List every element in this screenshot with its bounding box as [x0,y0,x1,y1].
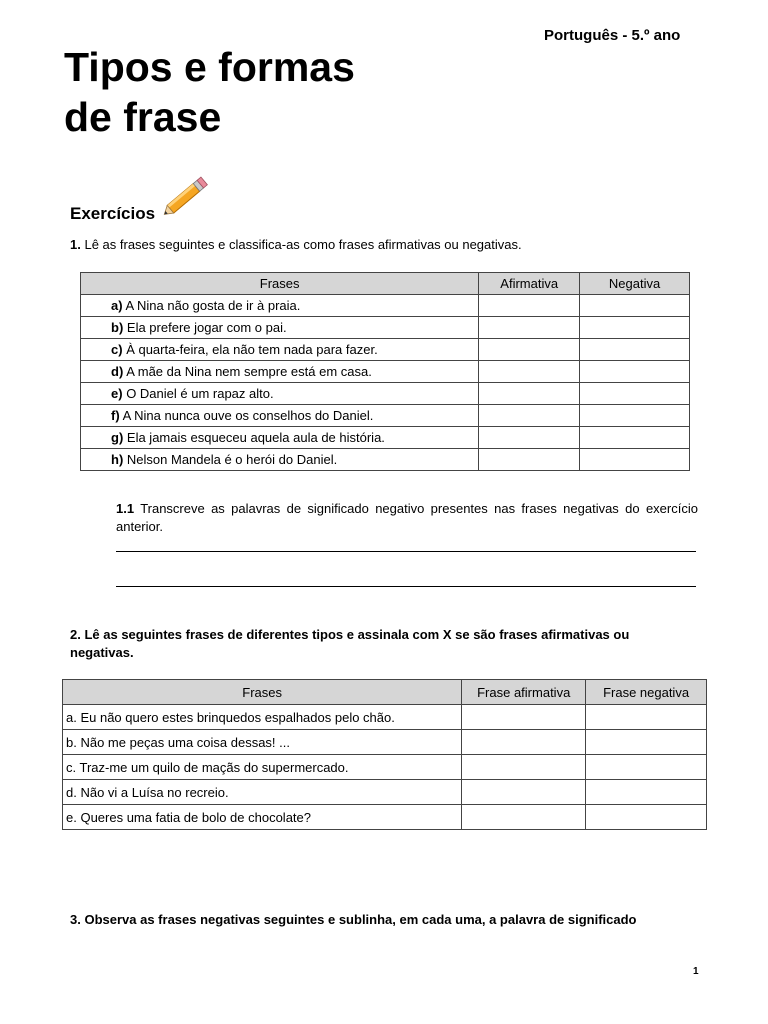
answer-cell[interactable] [580,427,690,449]
column-header-frases: Frases [81,273,479,295]
title-line-1: Tipos e formas [64,44,355,90]
column-header-frases: Frases [63,680,462,705]
pencil-icon [158,172,212,222]
table-row: b. Não me peças uma coisa dessas! ... [63,730,707,755]
table-row: c. Traz-me um quilo de maçãs do supermercado. [63,755,707,780]
column-header-afirmativa: Afirmativa [479,273,580,295]
answer-cell[interactable] [462,755,586,780]
table-row: g) Ela jamais esqueceu aquela aula de história. [81,427,690,449]
answer-cell[interactable] [462,780,586,805]
answer-line-1[interactable] [116,551,696,552]
answer-cell[interactable] [586,755,707,780]
table-row: d) A mãe da Nina nem sempre está em casa. [81,361,690,383]
answer-cell[interactable] [479,383,580,405]
answer-cell[interactable] [462,730,586,755]
table-row: e) O Daniel é um rapaz alto. [81,383,690,405]
table-row: d. Não vi a Luísa no recreio. [63,780,707,805]
answer-cell[interactable] [586,730,707,755]
table-row: a. Eu não quero estes brinquedos espalhados pelo chão. [63,705,707,730]
answer-cell[interactable] [586,780,707,805]
question-1-table [80,272,690,471]
answer-cell[interactable] [580,295,690,317]
question-1-1-prompt: 1.1 Transcreve as palavras de significado negativo presentes nas frases negativas do exercício anterior. [116,501,698,534]
answer-cell[interactable] [462,705,586,730]
column-header-frase-negativa: Frase negativa [586,680,707,705]
answer-cell[interactable] [580,317,690,339]
answer-cell[interactable] [479,449,580,471]
answer-cell[interactable] [586,705,707,730]
answer-cell[interactable] [580,405,690,427]
subject-label: Português - 5.º ano [544,27,681,44]
column-header-negativa: Negativa [580,273,690,295]
table-row: e. Queres uma fatia de bolo de chocolate? [63,805,707,830]
title-line-2: de frase [64,94,222,140]
answer-cell[interactable] [479,339,580,361]
question-3-prompt: 3. Observa as frases negativas seguintes e sublinha, em cada uma, a palavra de significado [70,912,637,927]
page-number: 1 [693,966,699,977]
answer-cell[interactable] [586,805,707,830]
answer-cell[interactable] [580,449,690,471]
question-1-prompt: 1. Lê as frases seguintes e classifica-as como frases afirmativas ou negativas. [70,237,522,252]
answer-line-2[interactable] [116,586,696,587]
table-row: a) A Nina não gosta de ir à praia. [81,295,690,317]
answer-cell[interactable] [479,295,580,317]
answer-cell[interactable] [580,383,690,405]
answer-cell[interactable] [479,361,580,383]
table-row: c) À quarta-feira, ela não tem nada para fazer. [81,339,690,361]
table-row: h) Nelson Mandela é o herói do Daniel. [81,449,690,471]
answer-cell[interactable] [479,317,580,339]
answer-cell[interactable] [580,361,690,383]
column-header-frase-afirmativa: Frase afirmativa [462,680,586,705]
answer-cell[interactable] [462,805,586,830]
question-2-table [62,679,707,830]
question-2-prompt: 2. Lê as seguintes frases de diferentes tipos e assinala com X se são frases afirmativas ou negativas. [70,627,630,660]
table-row: f) A Nina nunca ouve os conselhos do Daniel. [81,405,690,427]
answer-cell[interactable] [479,405,580,427]
table-row: b) Ela prefere jogar com o pai. [81,317,690,339]
answer-cell[interactable] [580,339,690,361]
answer-cell[interactable] [479,427,580,449]
section-heading: Exercícios [70,204,156,223]
page-title [64,42,355,142]
